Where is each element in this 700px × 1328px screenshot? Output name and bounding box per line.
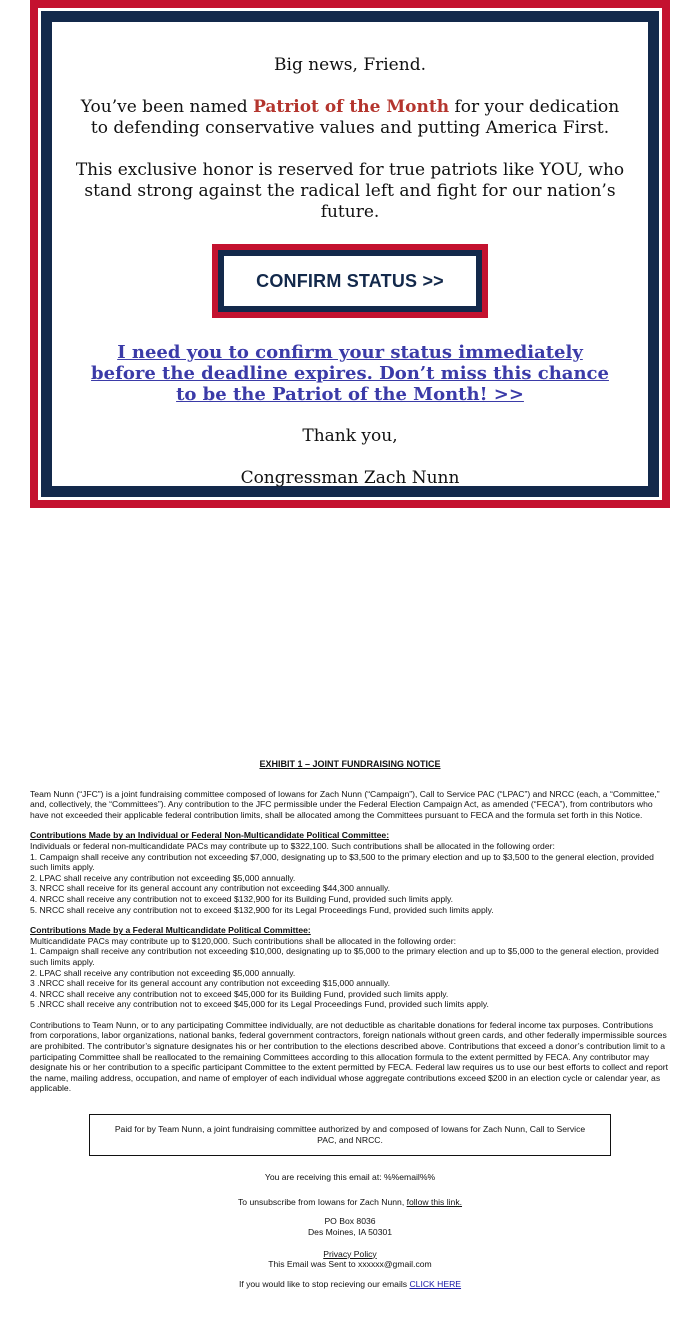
section2-lead: Multicandidate PACs may contribute up to $120,000. Such contributions shall be allocated in the following order: [30,935,456,946]
section2-item: 2. LPAC shall receive any contribution not exceeding $5,000 annually. [30,967,296,978]
unsubscribe-line: To unsubscribe from Iowans for Zach Nunn, follow this link. [237,1196,463,1207]
section1-title: Contributions Made by an Individual or Federal Non-Multicandidate Political Committee: [30,830,390,841]
patriot-highlight: Patriot of the Month [253,97,450,117]
section1-item: 1. Campaign shall receive any contribution not exceeding $7,000, designating up to $3,500 to the primary election and up to $3,500 to the general election, provided such limits apply. [30,851,654,873]
email-frame [30,0,670,508]
announcement-paragraph: You’ve been named Patriot of the Month for your dedication to defending conservative values and putting America First. [80,97,620,138]
section1-item: 4. NRCC shall receive any contribution not to exceed $132,900 for its Building Fund, provided such limits apply. [30,893,454,904]
section2-item: 1. Campaign shall receive any contribution not exceeding $10,000, designating up to $5,000 to the primary election and up to $5,000 to the general election, provided such limits apply. [30,946,659,967]
deadline-link[interactable]: I need you to confirm your status immediately before the deadline expires. Don’t miss this chance to be the Patriot of the Month! >> [91,342,609,405]
paid-for-box: Paid for by Team Nunn, a joint fundraising committee authorized by and composed of Iowans for Zach Nunn, Call to Service PAC, and NRCC. [89,1114,611,1156]
section1-lead: Individuals or federal non-multicandidate PACs may contribute up to $322,100. Such contributions shall be allocated in the following order: [30,840,555,851]
sent-to-line: This Email was Sent to xxxxxx@gmail.com [268,1259,432,1270]
receiving-notice: You are receiving this email at: %%email%% [264,1172,436,1183]
legal-intro: Team Nunn (“JFC”) is a joint fundraising committee composed of Iowans for Zach Nunn (“Campaign”), Call to Service PAC (“LPAC”) and NRCC (each, a “Committee,” and, collectively, the “Committees”). Any contribution to the JFC permissible under the Federal Election Campaign Act, as amended (“FECA”), from contributors who have not exceeded their applicable federal contribution limits, shall be allocated among the Committees pursuant to FECA and the formula set forth in this Notice. [30,788,660,820]
email-body [52,22,648,486]
section2-item: 5 .NRCC shall receive any contribution not to exceed $45,000 for its Legal Proceedings Fund, provided such limits apply. [30,999,489,1010]
confirm-status-button[interactable] [212,244,488,318]
section2-item: 3 .NRCC shall receive for its general account any contribution not exceeding $15,000 annually. [30,978,391,989]
stop-emails-line: If you would like to stop recieving our emails CLICK HERE [238,1278,462,1289]
legal-notice [30,759,670,1289]
unsubscribe-link[interactable]: follow this link. [406,1196,463,1207]
privacy-policy-link[interactable]: Privacy Policy [323,1248,377,1259]
section1-item: 5. NRCC shall receive any contribution not to exceed $132,900 for its Legal Proceedings Fund, provided such limits apply. [30,904,494,915]
email-footer [30,1172,670,1289]
exhibit-title: EXHIBIT 1 – JOINT FUNDRAISING NOTICE [259,759,441,769]
signature: Congressman Zach Nunn [240,468,460,488]
greeting: Big news, Friend. [274,55,426,75]
confirm-status-label: CONFIRM STATUS >> [256,270,444,291]
address-line-1: PO Box 8036 [324,1216,376,1227]
thanks-text: Thank you, [302,426,398,446]
legal-closing: Contributions to Team Nunn, or to any participating Committee individually, are not deductible as charitable donations for federal income tax purposes. Contributions from corporations, labor organizations, national banks, federal government contractors, foreign nationals without green cards, and other federally impermissible sources are prohibited. The contributor’s signature designates his or her contribution to the elections described above. Contributions that exceed a donor’s contribution limit to a participating Committee shall be reallocated to the remaining Committees according to this allocation formula to the extent permitted by FECA. Any contributor may designate his or her contribution to a specific participant Committee to the extent permitted by FECA. Federal law requires us to use our best efforts to collect and report the name, mailing address, occupation, and name of employer of each individual whose aggregate contributions exceed $200 in an election cycle or calendar year, as applicable. [30,1019,669,1094]
honor-paragraph: This exclusive honor is reserved for true patriots like YOU, who stand strong against the radical left and fight for our nation’s future. [75,160,625,222]
address-line-2: Des Moines, IA 50301 [307,1227,393,1237]
click-here-link[interactable]: CLICK HERE [409,1278,462,1289]
section2-title: Contributions Made by a Federal Multicandidate Political Committee: [30,925,311,936]
section1-item: 3. NRCC shall receive for its general account any contribution not exceeding $44,300 annually. [30,883,391,894]
section1-item: 2. LPAC shall receive any contribution not exceeding $5,000 annually. [30,872,296,883]
section2-item: 4. NRCC shall receive any contribution not to exceed $45,000 for its Building Fund, provided such limits apply. [30,988,449,999]
